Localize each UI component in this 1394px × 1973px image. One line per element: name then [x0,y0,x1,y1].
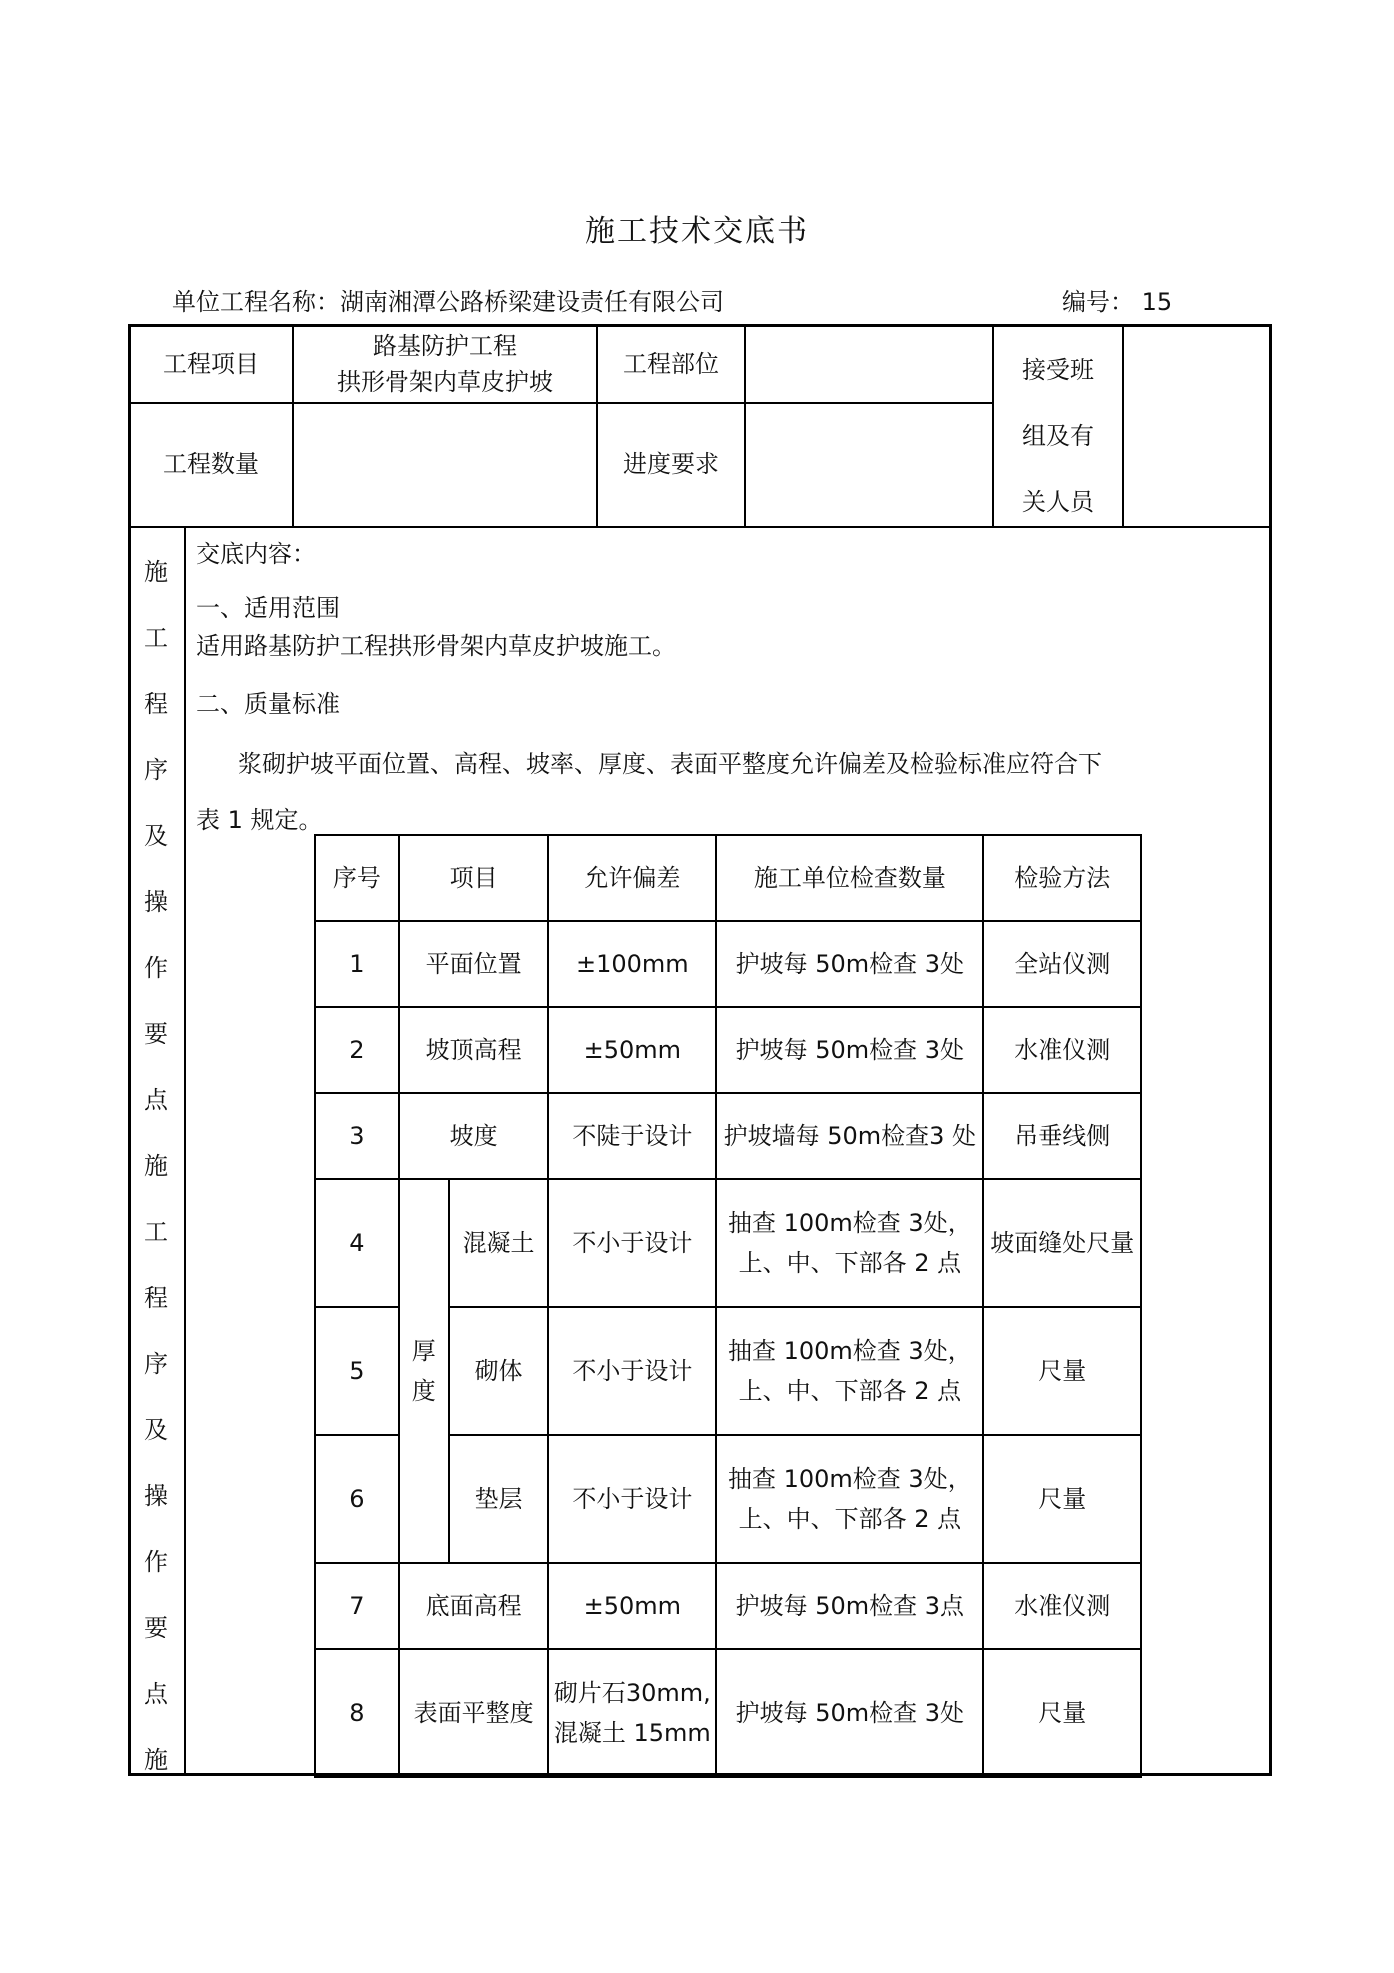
row-item: 坡顶高程 [399,1007,549,1093]
receiver-label-line3: 关人员 [1022,488,1094,516]
quality-standard-table [314,834,1142,1778]
row-no: 6 [315,1435,399,1563]
table-row [315,1093,1141,1179]
receiver-label-line1: 接受班 [1022,356,1094,384]
header-quantity: 施工单位检查数量 [716,835,983,921]
row-method: 吊垂线侧 [983,1093,1141,1179]
table-row [315,1007,1141,1093]
section-2-text-cont: 表 1 规定。 [196,806,323,834]
side-char: 序 [144,756,168,784]
side-char: 要 [144,1020,168,1048]
side-char: 操 [144,1482,168,1510]
row-tolerance: 不小于设计 [548,1307,716,1435]
row-no: 7 [315,1563,399,1649]
row-item: 垫层 [449,1435,549,1563]
side-char: 及 [144,1416,168,1444]
side-char: 程 [144,690,168,718]
row-quantity: 抽查 100m检查 3处，上、中、下部各 2 点 [716,1435,983,1563]
side-char: 施 [144,558,168,586]
row-tolerance: 不小于设计 [548,1179,716,1307]
side-char: 施 [144,1152,168,1180]
row-item: 坡度 [399,1093,549,1179]
section-2-text: 浆砌护坡平面位置、高程、坡率、厚度、表面平整度允许偏差及检验标准应符合下 [238,750,1102,778]
row-quantity: 抽查 100m检查 3处，上、中、下部各 2 点 [716,1179,983,1307]
section-1-text: 适用路基防护工程拱形骨架内草皮护坡施工。 [196,632,676,660]
row-item: 混凝土 [449,1179,549,1307]
row-quantity: 护坡每 50m检查 3处 [716,1649,983,1777]
table-row [315,1179,1141,1307]
progress-label: 进度要求 [623,450,719,478]
side-char: 作 [144,1548,168,1576]
row-no: 8 [315,1649,399,1777]
header-tolerance: 允许偏差 [548,835,716,921]
row-no: 2 [315,1007,399,1093]
side-char: 点 [144,1680,168,1708]
header-divider [130,402,992,404]
row-tolerance: 不小于设计 [548,1435,716,1563]
row-method: 全站仪测 [983,921,1141,1007]
row-quantity: 抽查 100m检查 3处，上、中、下部各 2 点 [716,1307,983,1435]
side-char: 要 [144,1614,168,1642]
header-no: 序号 [315,835,399,921]
header-method: 检验方法 [983,835,1141,921]
project-item-label: 工程项目 [163,350,259,378]
row-item: 砌体 [449,1307,549,1435]
side-char: 工 [144,624,168,652]
side-char: 作 [144,954,168,982]
row-item: 底面高程 [399,1563,549,1649]
side-char: 序 [144,1350,168,1378]
project-item-value-line1: 路基防护工程 [373,332,517,360]
row-no: 1 [315,921,399,1007]
row-no: 3 [315,1093,399,1179]
header-bottom-line [130,526,1270,528]
unit-name-line: 单位工程名称：湖南湘潭公路桥梁建设责任有限公司 [172,288,724,316]
content-heading: 交底内容： [196,540,316,568]
document-code: 编号： 15 [1062,288,1173,316]
header-col-line-3 [744,326,746,526]
side-column-line [184,526,186,1774]
side-char: 施 [144,1746,168,1774]
side-char: 操 [144,888,168,916]
row-quantity: 护坡每 50m检查 3处 [716,921,983,1007]
row-method: 水准仪测 [983,1563,1141,1649]
side-char: 工 [144,1218,168,1246]
row-method: 坡面缝处尺量 [983,1179,1141,1307]
table-header-row [315,835,1141,921]
header-item: 项目 [399,835,549,921]
receiver-label-line2: 组及有 [1022,422,1094,450]
row-quantity: 护坡每 50m检查 3处 [716,1007,983,1093]
row-method: 水准仪测 [983,1007,1141,1093]
row-quantity: 护坡每 50m检查 3点 [716,1563,983,1649]
section-1-heading: 一、适用范围 [196,594,340,622]
row-tolerance: ±50mm [548,1563,716,1649]
row-tolerance: 不陡于设计 [548,1093,716,1179]
section-2-heading: 二、质量标准 [196,690,340,718]
row-method: 尺量 [983,1307,1141,1435]
row-method: 尺量 [983,1649,1141,1777]
row-group-thickness: 厚度 [399,1179,449,1563]
side-char: 程 [144,1284,168,1312]
table-row [315,921,1141,1007]
quantity-label: 工程数量 [163,450,259,478]
document-title: 施工技术交底书 [585,214,809,249]
row-item: 表面平整度 [399,1649,549,1777]
row-no: 4 [315,1179,399,1307]
header-col-line-5 [1122,326,1124,526]
row-method: 尺量 [983,1435,1141,1563]
row-quantity: 护坡墙每 50m检查3 处 [716,1093,983,1179]
table-row [315,1563,1141,1649]
row-tolerance: 砌片石30mm,混凝土 15mm [548,1649,716,1777]
side-char: 点 [144,1086,168,1114]
side-char: 及 [144,822,168,850]
project-item-value-line2: 拱形骨架内草皮护坡 [337,368,553,396]
row-tolerance: ±100mm [548,921,716,1007]
row-item: 平面位置 [399,921,549,1007]
row-tolerance: ±50mm [548,1007,716,1093]
row-no: 5 [315,1307,399,1435]
project-part-label: 工程部位 [623,350,719,378]
table-row [315,1649,1141,1777]
